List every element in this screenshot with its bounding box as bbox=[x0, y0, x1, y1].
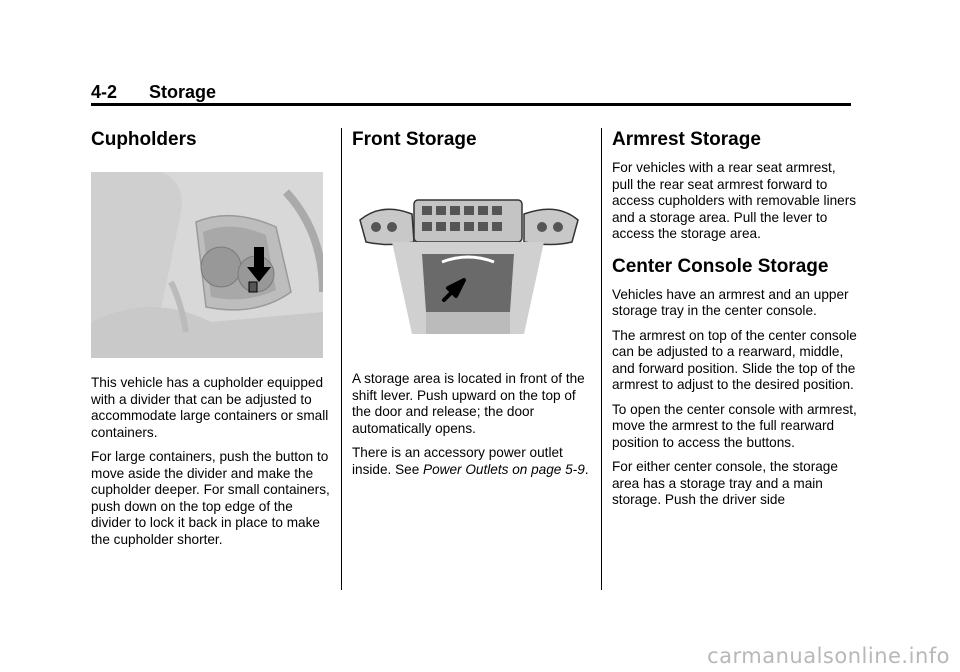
column-divider bbox=[341, 128, 342, 590]
front-storage-paragraph-1: A storage area is located in front of the shift lever. Push upward on the top of the door and release; the door automatically opens. bbox=[352, 371, 585, 436]
armrest-storage-heading: Armrest Storage bbox=[612, 129, 761, 150]
section-title: Storage bbox=[149, 82, 217, 102]
column-divider bbox=[601, 128, 602, 590]
center-console-paragraph-4: For either center console, the storage area has a storage tray and a main storage. Push the driver side bbox=[612, 459, 838, 507]
cupholders-paragraph-2: For large containers, push the button to move aside the divider and make the cupholder deeper. For small containers, push down on the top edge of the divider to lock it back in place to make the cupholder shorter. bbox=[91, 449, 330, 547]
front-storage-paragraph-2: There is an accessory power outlet inside. See Power Outlets on page 5-9. bbox=[352, 445, 589, 477]
page-number: 4-2 bbox=[91, 82, 118, 102]
center-console-paragraph-3: To open the center console with armrest, move the armrest to the full rearward position to access the buttons. bbox=[612, 401, 857, 450]
column-front-storage bbox=[352, 128, 592, 486]
front-storage-heading: Front Storage bbox=[352, 129, 477, 150]
armrest-paragraph: For vehicles with a rear seat armrest, pull the rear seat armrest forward to access cupholders with removable liners and a storage area. Pull the lever to access the storage area. bbox=[612, 160, 857, 241]
power-outlets-link[interactable]: Power Outlets on page 5-9 bbox=[423, 461, 585, 477]
cupholders-paragraph-1: This vehicle has a cupholder equipped with a divider that can be adjusted to accommodate large containers or small containers. bbox=[91, 375, 329, 440]
watermark: carmanualsonline.info bbox=[707, 644, 950, 668]
front-storage-illustration bbox=[352, 192, 584, 334]
center-console-paragraph-1: Vehicles have an armrest and an upper storage tray in the center console. bbox=[612, 286, 849, 318]
header-rule bbox=[91, 103, 851, 106]
cupholder-illustration bbox=[91, 172, 323, 358]
column-cupholders bbox=[91, 128, 331, 556]
column-armrest-storage bbox=[612, 128, 857, 517]
cupholders-heading: Cupholders bbox=[91, 129, 197, 150]
center-console-paragraph-2: The armrest on top of the center console can be adjusted to a rearward, middle, and forward position. Slide the top of the armrest to adjust to the desired position. bbox=[612, 327, 857, 392]
center-console-heading: Center Console Storage bbox=[612, 255, 829, 277]
